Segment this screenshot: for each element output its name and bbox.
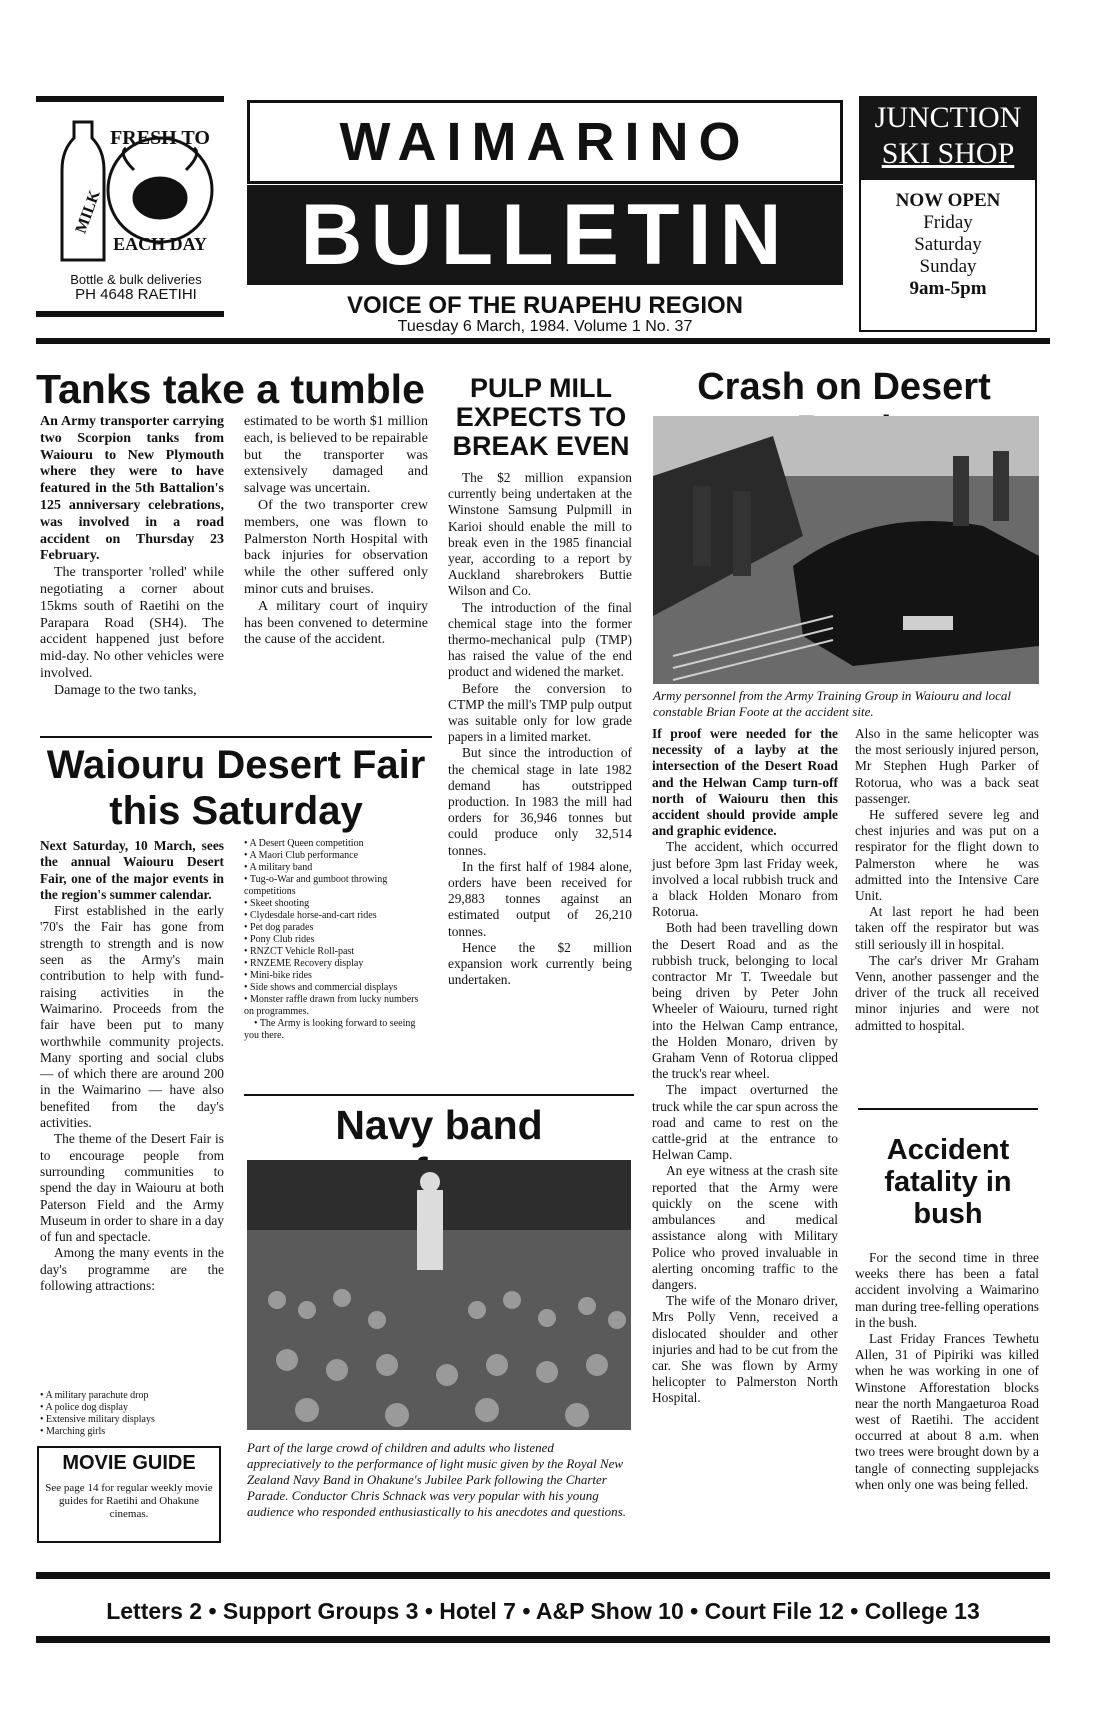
ski-shop-time: 9am-5pm — [909, 278, 987, 299]
tanks-col2 — [244, 414, 428, 649]
pulp-paragraph: In the first half of 1984 alone, orders have been received for 29,883 tonnes against an estimated output of 26,210 tonnes. — [448, 858, 632, 939]
crash-headline: Crash on Desert — [697, 366, 991, 408]
crash-col1 — [652, 726, 838, 1407]
tagline: VOICE OF THE RUAPEHU REGION — [346, 292, 744, 319]
tanks-paragraph: A military court of inquiry has been convened to determine the cause of the accident. — [244, 598, 428, 648]
tanks-col1 — [40, 414, 224, 700]
pulp-paragraph: The introduction of the final chemical stage into the former thermo-mechanical pulp (TMP) has raised the value of the end product and widened the market. — [448, 599, 632, 680]
movie-guide-text: See page 14 for regular weekly movie guides for Raetihi and Ohakune cinemas. — [45, 1482, 213, 1520]
fair-closing: • The Army is looking forward to seeing you there. — [244, 1018, 430, 1042]
dateline: Tuesday 6 March, 1984. Volume 1 No. 37 — [397, 318, 693, 335]
ski-shop-heading — [859, 96, 1037, 180]
pulp-paragraph: But since the introduction of the chemical stage in late 1982 demand has outstripped production. In 1983 the mill had orders for 36,946 tonnes but could produce only 32,514 tonnes. — [448, 745, 632, 858]
navy-headline: Navy band — [335, 1102, 543, 1148]
fair-attraction: • Mini-bike rides — [244, 970, 430, 982]
milk-bottle-logo — [48, 110, 224, 270]
crash-caption: Army personnel from the Army Training Group in Waiouru and local constable Brian Foote at the accident site. — [653, 688, 1011, 719]
masthead-top-rule-left — [36, 96, 224, 102]
fair-paragraph: Among the many events in the day's programme are the following attractions: — [40, 1245, 224, 1294]
footer-top-rule — [36, 1572, 1050, 1579]
pulp-paragraph: Before the conversion to CTMP the mill's TMP pulp output was suitable only for low grade papers in a limited market. — [448, 680, 632, 745]
fair-attraction: • A Desert Queen competition — [244, 838, 430, 850]
page-index: Letters 2 • Support Groups 3 • Hotel 7 • A&P Show 10 • Court File 12 • College 13 — [106, 1598, 980, 1624]
crash-paragraph: If proof were needed for the necessity of a layby at the intersection of the Desert Road and the Helwan Camp turn-off north of Waiouru then this accident should provide ample and graphic evidence. — [652, 726, 838, 839]
milk-line1: Bottle & bulk deliveries — [70, 272, 202, 287]
fair-paragraph: First established in the early '70's the Fair has gone from strength to strength and is now seen as the Army's main contribution to help with fund-raising activities in the Waimarino. Proceeds from the fair have been put to many worthwhile community projects. Many sporting and social clubs — of which there are around 200 in the Waimarino — have also benefited from the day's activities. — [40, 903, 224, 1131]
crash-paragraph: An eye witness at the crash site reported that the Army were quickly on the scene with ambulances and medical assistance along with Military Police who proved invaluable in alerting oncoming traffic to the dangers. — [652, 1163, 838, 1292]
fair-attraction: • A police dog display — [40, 1402, 224, 1414]
crash-paragraph: At last report he had been taken off the respirator but was still seriously ill in hospital. — [855, 904, 1039, 952]
crash-paragraph: The accident, which occurred just before 3pm last Friday week, involved a local rubbish truck and a black Holden Monaro from Rotorua. — [652, 839, 838, 920]
navy-band-photo — [247, 1160, 631, 1430]
crash-paragraph: The car's driver Mr Graham Venn, another passenger and the driver of the truck all received minor injuries and were not admitted to hospital. — [855, 952, 1039, 1033]
fair-attraction: • Pet dog parades — [244, 922, 430, 934]
tanks-headline: Tanks take a tumble — [36, 366, 425, 412]
paper-title: WAIMARINO — [247, 100, 843, 184]
fair-attraction: • A military band — [244, 862, 430, 874]
pulp-paragraph: Hence the $2 million expansion work currently being undertaken. — [448, 939, 632, 988]
ski-shop-open: NOW OPEN — [895, 190, 1001, 211]
ski-shop-line1: JUNCTION — [874, 101, 1022, 134]
crash-col2 — [855, 726, 1039, 1034]
crash-paragraph: Also in the same helicopter was the most seriously injured person, Mr Stephen Hugh Parker of Rotorua, who was a back seat passenger. — [855, 726, 1039, 806]
fair-attraction: • Monster raffle drawn from lucky numbers on programmes. — [244, 994, 430, 1018]
milk-delivery-info — [48, 272, 224, 302]
ski-shop-day: Friday — [923, 212, 973, 233]
tanks-paragraph: Of the two transporter crew members, one was flown to Palmerston North Hospital with back injuries for observation while the other suffered only minor cuts and bruises. — [244, 497, 428, 597]
crash-paragraph: He suffered severe leg and chest injuries and was put on a respirator for the flight down to Palmerston where he was admitted into the Intensive Care Unit. — [855, 807, 1039, 904]
pulp-col — [448, 470, 632, 989]
fair-attraction: • A military parachute drop — [40, 1390, 224, 1402]
fair-attraction: • RNZCT Vehicle Roll-past — [244, 946, 430, 958]
fair-headline: Waiouru Desert Fair this Saturday — [46, 743, 426, 833]
masthead-divider — [36, 338, 1050, 344]
fair-attraction: • Extensive military displays — [40, 1414, 224, 1426]
fair-attractions-list-1 — [40, 1390, 224, 1438]
ski-shop-line2: SKI SHOP — [881, 137, 1015, 170]
fair-paragraph: Next Saturday, 10 March, sees the annual Waiouru Desert Fair, one of the major events in the region's summer calendar. — [40, 838, 224, 902]
pulp-paragraph: The $2 million expansion currently being undertaken at the Winstone Samsung Pulpmill in Karioi should enable the mill to break even in the 1985 financial year, according to a report by Auckland sharebrokers Buttie Wilson and Co. — [448, 470, 632, 599]
crash-paragraph: Both had been travelling down the Desert Road and as the rubbish truck, belonging to local contractor Mr T. Tweedale but being driven by Peter John Wheeler of Waiouru, turned right into the Helwan Camp entrance, the Holden Monaro, driven by Graham Venn of Rotorua clipped the truck's rear wheel. — [652, 920, 838, 1082]
fatality-headline: Accident fatality in bush — [884, 1134, 1012, 1230]
fair-attraction: • Pony Club rides — [244, 934, 430, 946]
tanks-paragraph: Damage to the two tanks, — [54, 682, 197, 698]
fatality-divider — [858, 1108, 1038, 1110]
ski-shop-day: Saturday — [914, 234, 982, 255]
navy-band-photo-image — [247, 1160, 631, 1430]
fair-attraction: • RNZEME Recovery display — [244, 958, 430, 970]
tanks-paragraph: An Army transporter carrying two Scorpion tanks from Waiouru to New Plymouth where they were to have featured in the 5th Battalion's 125 anniversary celebrations, was involved in a road accident on Thursday 23 February. — [40, 414, 224, 564]
ski-shop-hours — [859, 190, 1037, 300]
ski-shop-day: Sunday — [919, 256, 977, 277]
svg-text:EACH DAY: EACH DAY — [113, 234, 207, 254]
fatality-col — [855, 1250, 1039, 1493]
fair-attraction: • Clydesdale horse-and-cart rides — [244, 910, 430, 922]
tanks-divider — [40, 736, 432, 738]
fair-col1 — [40, 838, 224, 1294]
navy-caption: Part of the large crowd of children and adults who listened appreciatively to the performance of light music given by the Royal New Zealand Navy Band in Ohakune's Jubilee Park following the Charter Parade. Conductor Chris Schnack was very popular with his young audience who responded enthusiastically to his anecdotes and questions. — [247, 1440, 626, 1519]
fair-attraction: • Marching girls — [40, 1426, 224, 1438]
crash-paragraph: The impact overturned the truck while the car spun across the road and came to rest on the cattle-grid at the entrance to Helwan Camp. — [652, 1082, 838, 1163]
fatality-paragraph: Last Friday Frances Tewhetu Allen, 31 of Pipiriki was killed when he was working in one of Winstone Afforestation blocks near the north Mangaeturoa Road west of Raetihi. The accident occurred at about 8 a.m. when two trees were brought down by a tangle of connecting supplejacks when only one was being felled. — [855, 1331, 1039, 1492]
fair-attractions-list-2 — [244, 838, 430, 1042]
fair-attraction: • Skeet shooting — [244, 898, 430, 910]
movie-guide-title: MOVIE GUIDE — [62, 1452, 196, 1474]
crash-photo-image — [653, 416, 1039, 684]
fair-attraction: • Tug-o-War and gumboot throwing competitions — [244, 874, 430, 898]
milk-phone: PH 4648 RAETIHI — [75, 286, 197, 303]
masthead-bottom-rule-left — [36, 311, 224, 317]
footer-bottom-rule — [36, 1636, 1050, 1643]
navy-divider — [244, 1094, 634, 1096]
fatality-paragraph: For the second time in three weeks there has been a fatal accident involving a Waimarino man during tree-felling operations in the bush. — [855, 1250, 1039, 1330]
fair-attraction: • A Maori Club performance — [244, 850, 430, 862]
svg-text:FRESH TO: FRESH TO — [110, 127, 210, 149]
pulp-headline: PULP MILL EXPECTS TO BREAK EVEN — [452, 373, 630, 461]
fair-paragraph: The theme of the Desert Fair is to encourage people from surrounding communities to spend the day in Waiouru at both Paterson Field and the Army Museum in order to share in a day of fun and spectacle. — [40, 1131, 224, 1245]
crash-photo — [653, 416, 1039, 684]
svg-text:MILK: MILK — [72, 188, 104, 236]
fair-attraction: • Side shows and commercial displays — [244, 982, 430, 994]
crash-paragraph: The wife of the Monaro driver, Mrs Polly Venn, received a dislocated shoulder and other injuries and had to be cut from the car. She was flown by Army helicopter to Palmerston North Hospital. — [652, 1293, 838, 1406]
tanks-paragraph: The transporter 'rolled' while negotiating a corner about 15kms south of Raetihi on the Parapara Road (SH4). The accident happened just before mid-day. No other vehicles were involved. — [40, 565, 224, 681]
tanks-paragraph: estimated to be worth $1 million each, is believed to be repairable but the transporter was extensively damaged and salvage was uncertain. — [244, 414, 428, 497]
paper-subtitle: BULLETIN — [247, 185, 843, 285]
